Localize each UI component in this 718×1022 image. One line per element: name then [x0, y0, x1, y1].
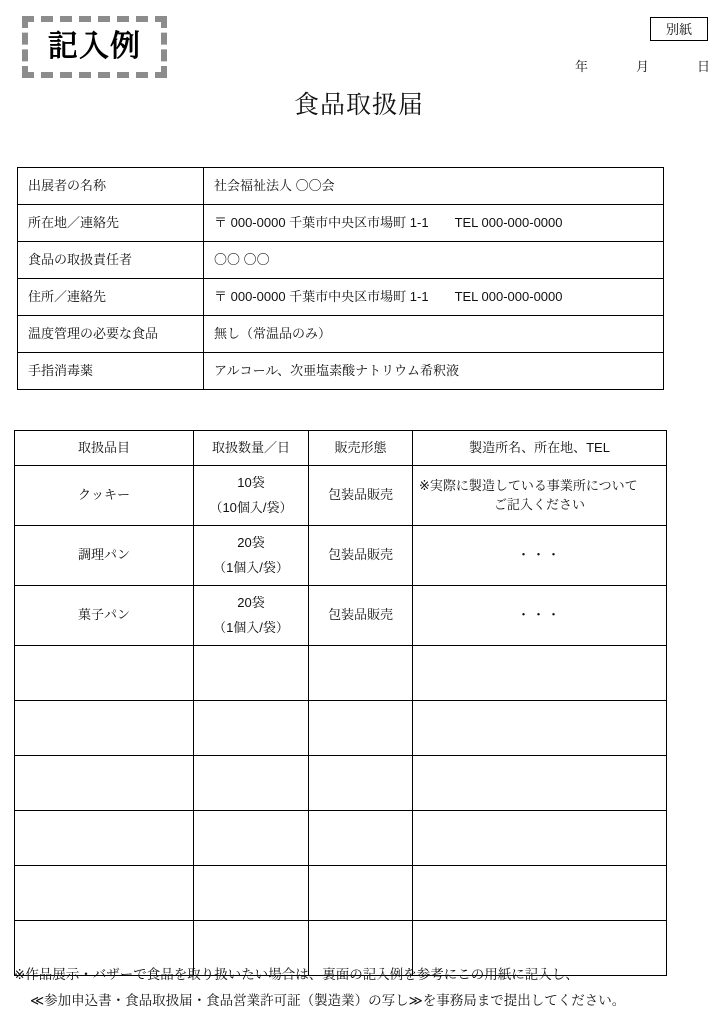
item-name-cell: 調理パン	[15, 526, 194, 586]
handled-items-table-body	[15, 466, 667, 976]
item-quantity-cell-empty[interactable]	[194, 646, 309, 701]
sample-example-stamp-label: 記入例	[48, 30, 141, 63]
table-row-empty	[15, 811, 667, 866]
applicant-info-table-body	[18, 168, 664, 390]
table-row-empty	[15, 866, 667, 921]
item-quantity-sub: （1個入/袋）	[213, 559, 289, 575]
item-quantity-main: 20袋	[237, 594, 265, 610]
table-header-row	[15, 431, 667, 466]
handled-items-table-head	[15, 431, 667, 466]
item-quantity-cell-empty[interactable]	[194, 811, 309, 866]
attachment-badge-label: 別紙	[665, 21, 692, 37]
item-maker-cell-empty[interactable]	[413, 756, 667, 811]
table-row-empty	[15, 756, 667, 811]
info-row-value: 社会福祉法人 〇〇会	[204, 168, 664, 205]
table-row	[15, 526, 667, 586]
table-row	[18, 242, 664, 279]
item-sales-form-cell-empty[interactable]	[309, 701, 413, 756]
item-name-cell-empty[interactable]	[15, 756, 194, 811]
item-maker-cell: ・・・	[413, 586, 667, 646]
item-sales-form-cell: 包装品販売	[309, 466, 413, 526]
date-year-label: 年	[575, 58, 589, 74]
sample-example-stamp	[22, 16, 167, 78]
item-quantity-cell-empty[interactable]	[194, 756, 309, 811]
date-entry-line	[575, 55, 710, 75]
footer-notes	[14, 962, 704, 1013]
item-quantity-sub: （1個入/袋）	[213, 619, 289, 635]
info-row-value: アルコール、次亜塩素酸ナトリウム希釈液	[204, 353, 664, 390]
item-sales-form-cell-empty[interactable]	[309, 866, 413, 921]
item-maker-cell	[413, 466, 667, 526]
info-row-value: 無し（常温品のみ）	[204, 316, 664, 353]
info-row-label: 温度管理の必要な食品	[18, 316, 204, 353]
info-row-value: 〇〇 〇〇	[204, 242, 664, 279]
table-row	[18, 353, 664, 390]
table-row-empty	[15, 646, 667, 701]
item-maker-note-line-2: ご記入ください	[493, 496, 585, 512]
info-row-label: 手指消毒薬	[18, 353, 204, 390]
table-row	[18, 205, 664, 242]
item-name-cell: クッキー	[15, 466, 194, 526]
item-quantity-main: 20袋	[237, 534, 265, 550]
info-row-label: 食品の取扱責任者	[18, 242, 204, 279]
column-header-item: 取扱品目	[15, 431, 194, 466]
footer-note-line-2: ≪参加申込書・食品取扱届・食品営業許可証（製造業）の写し≫を事務局まで提出してください。	[30, 992, 626, 1008]
table-row-empty	[15, 701, 667, 756]
attachment-badge	[650, 17, 708, 41]
item-name-cell: 菓子パン	[15, 586, 194, 646]
footer-note-line-1: ※作品展示・バザーで食品を取り扱いたい場合は、裏面の記入例を参考にこの用紙に記入し、	[14, 967, 579, 982]
item-quantity-cell-empty[interactable]	[194, 866, 309, 921]
date-day-label: 日	[696, 58, 710, 74]
item-quantity-main: 10袋	[237, 474, 265, 490]
info-row-label: 所在地／連絡先	[18, 205, 204, 242]
item-maker-note-line-1: ※実際に製造している事業所について	[419, 477, 638, 493]
item-name-cell-empty[interactable]	[15, 646, 194, 701]
item-sales-form-cell-empty[interactable]	[309, 646, 413, 701]
table-row	[15, 586, 667, 646]
column-header-sales-form: 販売形態	[309, 431, 413, 466]
column-header-quantity: 取扱数量／日	[194, 431, 309, 466]
item-maker-cell-empty[interactable]	[413, 866, 667, 921]
page-title: 食品取扱届	[293, 91, 424, 119]
item-sales-form-cell-empty[interactable]	[309, 756, 413, 811]
info-row-value: 〒 000-0000 千葉市中央区市場町 1-1 TEL 000-000-0000	[204, 279, 664, 316]
item-maker-cell-empty[interactable]	[413, 701, 667, 756]
item-name-cell-empty[interactable]	[15, 866, 194, 921]
item-quantity-cell	[194, 586, 309, 646]
table-row	[18, 279, 664, 316]
info-row-label: 出展者の名称	[18, 168, 204, 205]
handled-items-table	[14, 430, 667, 976]
item-quantity-cell	[194, 466, 309, 526]
item-quantity-sub: （10個入/袋）	[209, 499, 293, 515]
column-header-maker: 製造所名、所在地、TEL	[413, 431, 667, 466]
table-row	[18, 316, 664, 353]
item-name-cell-empty[interactable]	[15, 811, 194, 866]
table-row	[18, 168, 664, 205]
info-row-label: 住所／連絡先	[18, 279, 204, 316]
item-maker-cell-empty[interactable]	[413, 811, 667, 866]
document-header	[0, 0, 718, 145]
item-sales-form-cell-empty[interactable]	[309, 811, 413, 866]
table-row	[15, 466, 667, 526]
item-name-cell-empty[interactable]	[15, 701, 194, 756]
item-quantity-cell-empty[interactable]	[194, 701, 309, 756]
date-month-label: 月	[635, 58, 649, 74]
item-sales-form-cell: 包装品販売	[309, 586, 413, 646]
applicant-info-table	[17, 167, 664, 390]
info-row-value: 〒 000-0000 千葉市中央区市場町 1-1 TEL 000-000-0000	[204, 205, 664, 242]
item-maker-cell-empty[interactable]	[413, 646, 667, 701]
item-sales-form-cell: 包装品販売	[309, 526, 413, 586]
item-quantity-cell	[194, 526, 309, 586]
item-maker-cell: ・・・	[413, 526, 667, 586]
